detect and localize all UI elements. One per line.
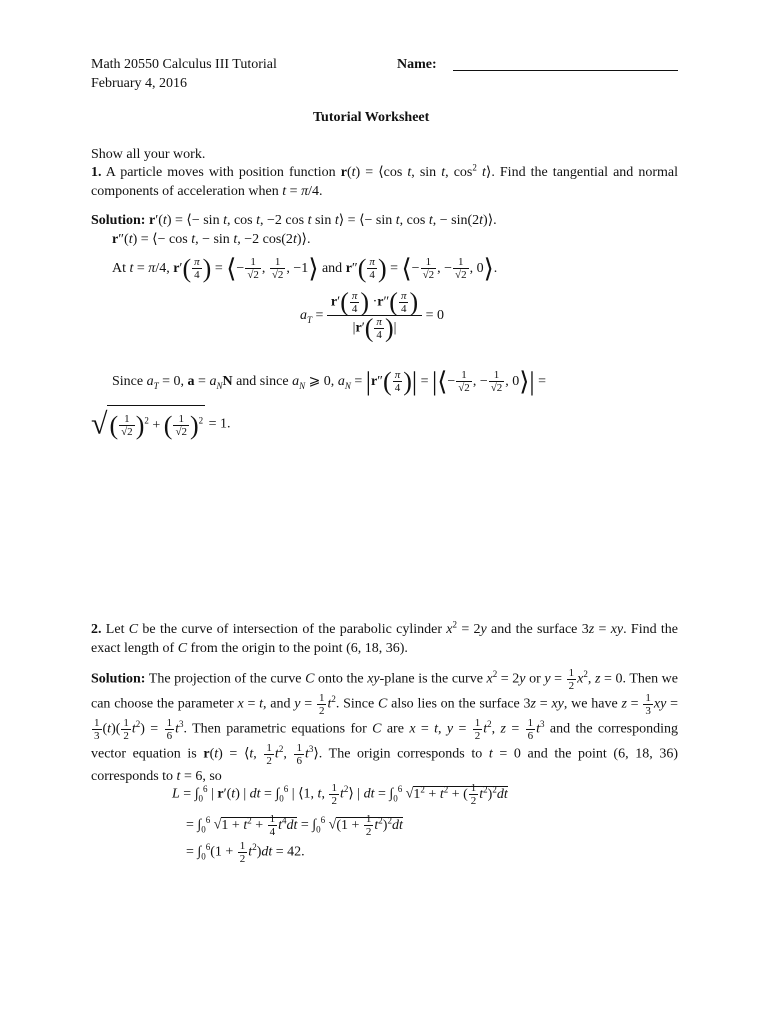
p1-solution-line-1: Solution: r′(t) = ⟨− sin t, cos t, −2 cos t sin t⟩ = ⟨− sin t, cos t, − sin(2t)⟩.	[91, 213, 497, 228]
p1-solution-line-2: r″(t) = ⟨− cos t, − sin t, −2 cos(2t)⟩.	[112, 232, 311, 247]
p2-length-eq-2: = $\int_0^6$ $√1 + t^2$ + $\frac{1}{4}$ $t^4dt = \int_0^6$ √(1 + $\frac{1}{2}$ $t^2)^2dt$	[186, 813, 403, 838]
date: February 4, 2016	[91, 76, 188, 91]
name-label: Name:	[397, 57, 437, 72]
problem-1: 1. A particle moves with position function r(t) = ⟨cos t, sin t, $\cos^2$ t⟩. Find the tangential and normal components of acceleration when t = π/4.	[91, 162, 679, 200]
name-field-line	[453, 70, 678, 71]
problem-1-number: 1.	[91, 165, 102, 180]
p2-length-eq-3: = $\int_0^6(1$ + $\frac{1}{2}$ $t^2)dt = 42$.	[186, 840, 305, 865]
p1-normal-result: √( $\frac{1}{√2}$ )$^2$ + ( $\frac{1}{√2}$ )$^2$ = 1.	[91, 405, 231, 444]
p1-tangential-equation: $a_T$ = r′( $\frac{\pi}{4}$ ) ·r″( $\frac{\pi}{4}$ ) |r′( $\frac{\pi}{4}$ )| = 0	[300, 287, 445, 343]
problem-2-number: 2.	[91, 622, 102, 637]
instructions: Show all your work.	[91, 147, 206, 162]
p2-solution-label: Solution:	[91, 671, 146, 687]
worksheet-title: Tutorial Worksheet	[313, 110, 430, 125]
problem-2: 2. Let C be the curve of intersection of the parabolic cylinder $x^2 = 2y$ and the surface 3z = xy. Find the exact length of C from the origin to the point (6, 18, 36).	[91, 619, 679, 657]
p1-solution-line-3: At t = π/4, r′( $\frac{\pi}{4}$ ) = ⟨− $\frac{1}{√2}$ , $\frac{1}{√2}$ , −1⟩ and r″( $\frac{\pi}{4}$ ) = ⟨− $\frac{1}{√2}$ , − $\frac{1}{√2}$ , 0⟩.	[112, 253, 498, 283]
p2-solution: Solution: The projection of the curve C onto the xy-plane is the curve $x^2 = 2y$ or y = $\frac{1}{2}$ $x^2$, z = 0. Then we can choose the parameter x = t, and y = $\frac{1}{2}$ $t^2$. Since C also lies on the surface 3z = xy, we have z = $\frac{1}{3}$ xy = $\frac{1}{3}$ (t)( $\frac{1}{2}$ $t^2$) = $\frac{1}{6}$ $t^3$. Then parametric equations for C are x = t, y = $\frac{1}{2}$ $t^2$, z = $\frac{1}{6}$ $t^3$ and the corresponding vector equation is r(t) = ⟨t, $\frac{1}{2}$ $t^2$, $\frac{1}{6}$ $t^3⟩$. The origin corresponds to t = 0 and the point (6, 18, 36) corresponds to t = 6, so	[91, 667, 678, 784]
p2-length-eq-1: $L = \int_0^6$ | r′(t) | dt = $\int_0^6$ | ⟨1, t, $\frac{1}{2}$ $t^2⟩$ | dt = $\int_0^6$ $√1^2 + t^2$ + ( $\frac{1}{2}$ $t^2)^2dt$	[172, 782, 508, 807]
p1-solution-label: Solution:	[91, 213, 146, 228]
course-title: Math 20550 Calculus III Tutorial	[91, 57, 277, 72]
p1-normal-line: Since $a_T = 0$, $a = a_NN$ and since $a_N$ ⩾ 0, $a_N = |r''$( $\frac{\pi}{4}$ )| = |⟨− $\frac{1}{√2}$ , − $\frac{1}{√2}$ , 0⟩| =	[112, 366, 547, 396]
